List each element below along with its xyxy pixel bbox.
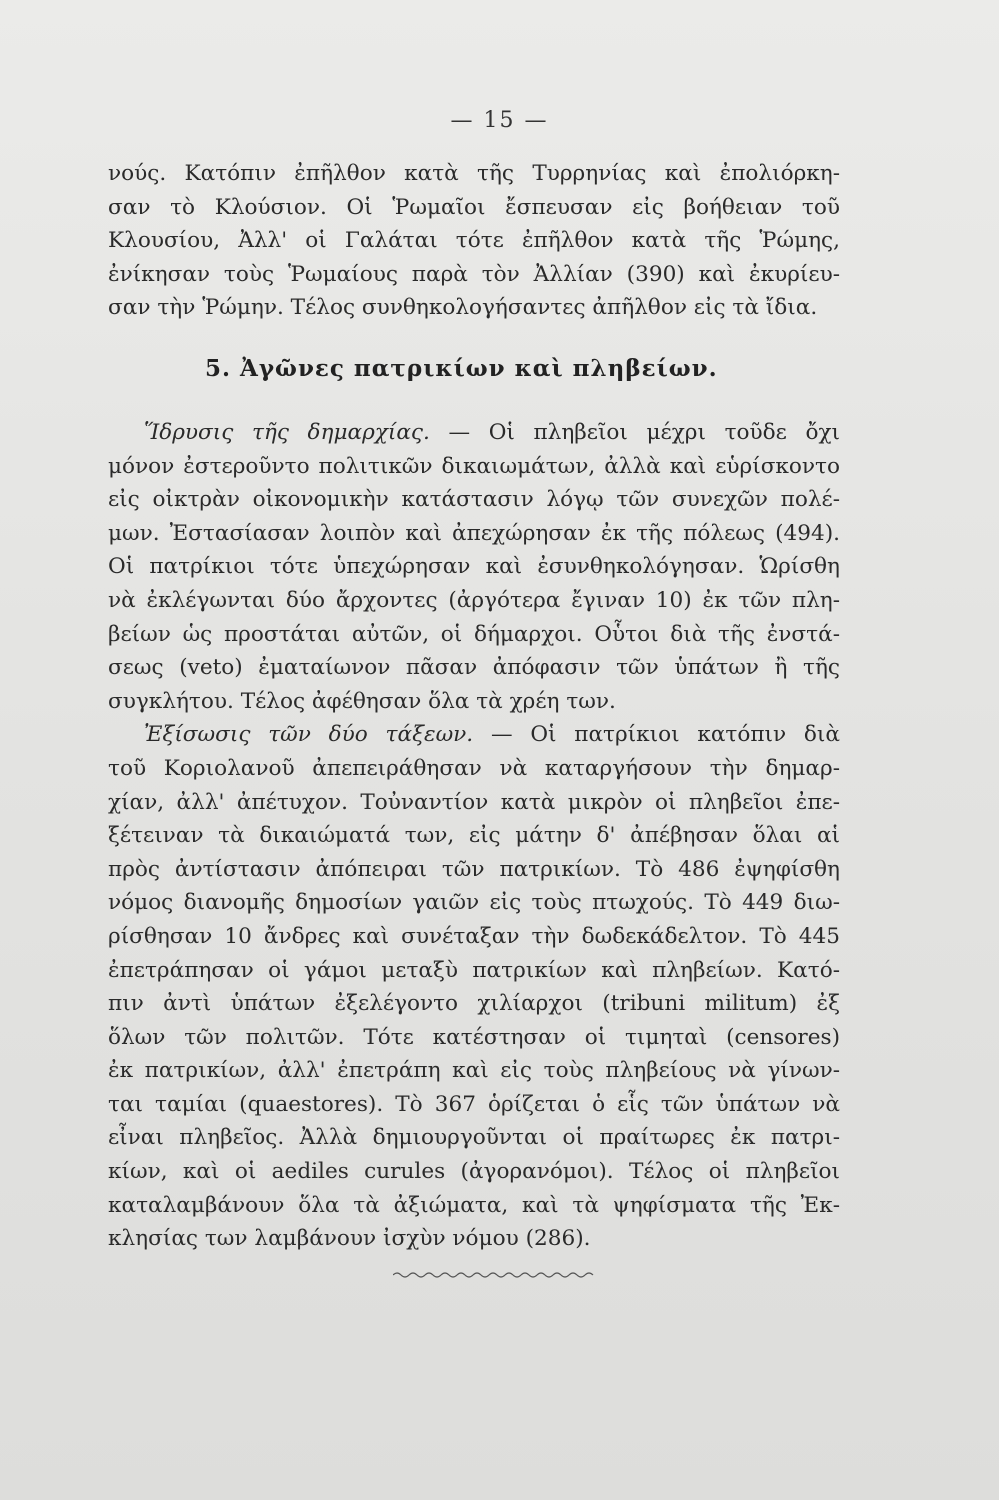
line-text: ρίσθησαν 10 ἄνδρες καὶ συνέταξαν τὴν δωδεκάδελτον. Τὸ 445 — [108, 923, 840, 949]
line-text: εἶναι πληβεῖος. Ἀλλὰ δημιουργοῦνται οἱ πραίτωρες ἐκ πατρι- — [108, 1125, 840, 1151]
line-text: ται ταμίαι (quaestores). Τὸ 367 ὁρίζεται ὁ εἷς τῶν ὑπάτων νὰ — [108, 1091, 840, 1117]
line-text: μων. Ἐστασίασαν λοιπὸν καὶ ἀπεχώρησαν ἐκ τῆς πόλεως (494). — [108, 520, 840, 546]
text-line — [108, 718, 840, 752]
line-text: — Οἱ πατρίκιοι κατόπιν διὰ — [473, 722, 840, 748]
section-heading: 5. Ἀγῶνες πατρικίων καὶ πληβείων. — [205, 355, 718, 382]
text-line — [108, 1155, 840, 1189]
text-line — [108, 651, 840, 685]
text-line — [108, 1189, 840, 1223]
text-line — [108, 685, 840, 719]
text-line — [108, 416, 840, 450]
text-line — [108, 550, 840, 584]
text-line — [108, 886, 840, 920]
subheading-lead: Ἵδρυσις τῆς δημαρχίας. — [144, 420, 430, 445]
line-text: καταλαμβάνουν ὅλα τὰ ἀξιώματα, καὶ τὰ ψηφίσματα τῆς Ἐκ- — [108, 1192, 840, 1218]
text-line: νούς. Κατόπιν ἐπῆλθον κατὰ τῆς Τυρρηνίας καὶ ἐπολιόρκη- — [108, 161, 840, 186]
page-number: — 15 — — [450, 108, 549, 133]
intro-paragraph — [108, 157, 840, 325]
text-line — [108, 1121, 840, 1155]
line-text: μόνον ἐστεροῦντο πολιτικῶν δικαιωμάτων, ἀλλὰ καὶ εὑρίσκοντο — [108, 453, 840, 479]
line-text: συγκλήτου. Τέλος ἀφέθησαν ὅλα τὰ χρέη των. — [108, 688, 616, 714]
line-text: χίαν, ἀλλ' ἀπέτυχον. Τοὐναντίον κατὰ μικρὸν οἱ πληβεῖοι ἐπε- — [108, 789, 840, 815]
text-line — [108, 483, 840, 517]
text-line: σαν τὴν Ῥώμην. Τέλος συνθηκολογήσαντες ἀπῆλθον εἰς τὰ ἴδια. — [108, 295, 818, 321]
text-line — [108, 1021, 840, 1055]
text-line — [108, 584, 840, 618]
ornament-divider — [393, 1270, 595, 1280]
line-text: εἰς οἰκτρὰν οἰκονομικὴν κατάστασιν λόγῳ τῶν συνεχῶν πολέ- — [108, 487, 840, 513]
text-line — [108, 920, 840, 954]
subheading-lead: Ἐξίσωσις τῶν δύο τάξεων. — [144, 722, 474, 748]
text-line — [108, 618, 840, 652]
line-text: σεως (veto) ἐματαίωνον πᾶσαν ἀπόφασιν τῶν ὑπάτων ἢ τῆς — [108, 655, 840, 681]
text-line — [108, 752, 840, 786]
line-text: κίων, καὶ οἱ aediles curules (ἀγορανόμοι). Τέλος οἱ πληβεῖοι — [108, 1159, 840, 1185]
line-text: πρὸς ἀντίστασιν ἀπόπειραι τῶν πατρικίων. Τὸ 486 ἐψηφίσθη — [108, 856, 840, 882]
line-text: νόμος διανομῆς δημοσίων γαιῶν εἰς τοὺς πτωχούς. Τὸ 449 διω- — [108, 890, 840, 916]
line-text: Οἱ πατρίκιοι τότε ὑπεχώρησαν καὶ ἐσυνθηκολόγησαν. Ὡρίσθη — [108, 554, 840, 580]
text-line — [108, 853, 840, 887]
text-line: σαν τὸ Κλούσιον. Οἱ Ῥωμαῖοι ἔσπευσαν εἰς βοήθειαν τοῦ — [108, 194, 840, 220]
text-line — [108, 954, 840, 988]
line-text: κλησίας των λαμβάνουν ἰσχὺν νόμου (286). — [108, 1226, 591, 1252]
text-line — [108, 1222, 840, 1256]
main-text — [108, 416, 840, 1256]
line-text: ἐκ πατρικίων, ἀλλ' ἐπετράπη καὶ εἰς τοὺς πληβείους νὰ γίνων- — [108, 1058, 840, 1084]
line-text: πιν ἀντὶ ὑπάτων ἐξελέγοντο χιλίαρχοι (tribuni militum) ἐξ — [108, 991, 840, 1017]
text-line — [108, 517, 840, 551]
line-text: βείων ὡς προστάται αὐτῶν, οἱ δήμαρχοι. Οὗτοι διὰ τῆς ἐνστά- — [108, 621, 840, 647]
text-line — [108, 1054, 840, 1088]
line-text: ἐπετράπησαν οἱ γάμοι μεταξὺ πατρικίων καὶ πληβείων. Κατό- — [108, 957, 840, 983]
text-line — [108, 987, 840, 1021]
text-line — [108, 450, 840, 484]
line-text: ξέτειναν τὰ δικαιώματά των, εἰς μάτην δ' ἀπέβησαν ὅλαι αἱ — [108, 823, 840, 849]
text-line — [108, 1088, 840, 1122]
line-text: τοῦ Κοριολανοῦ ἀπεπειράθησαν νὰ καταργήσουν τὴν δημαρ- — [108, 755, 840, 781]
text-line: Κλουσίου, Ἀλλ' οἱ Γαλάται τότε ἐπῆλθον κατὰ τῆς Ῥώμης, — [108, 228, 840, 254]
text-line — [108, 786, 840, 820]
text-line: ἐνίκησαν τοὺς Ῥωμαίους παρὰ τὸν Ἀλλίαν (390) καὶ ἐκυρίευ- — [108, 261, 840, 287]
text-line — [108, 819, 840, 853]
line-text: — Οἱ πληβεῖοι μέχρι τοῦδε ὄχι — [429, 420, 840, 445]
line-text: νὰ ἐκλέγωνται δύο ἄρχοντες (ἀργότερα ἔγιναν 10) ἐκ τῶν πλη- — [108, 587, 840, 613]
line-text: ὅλων τῶν πολιτῶν. Τότε κατέστησαν οἱ τιμηταὶ (censores) — [108, 1024, 840, 1050]
